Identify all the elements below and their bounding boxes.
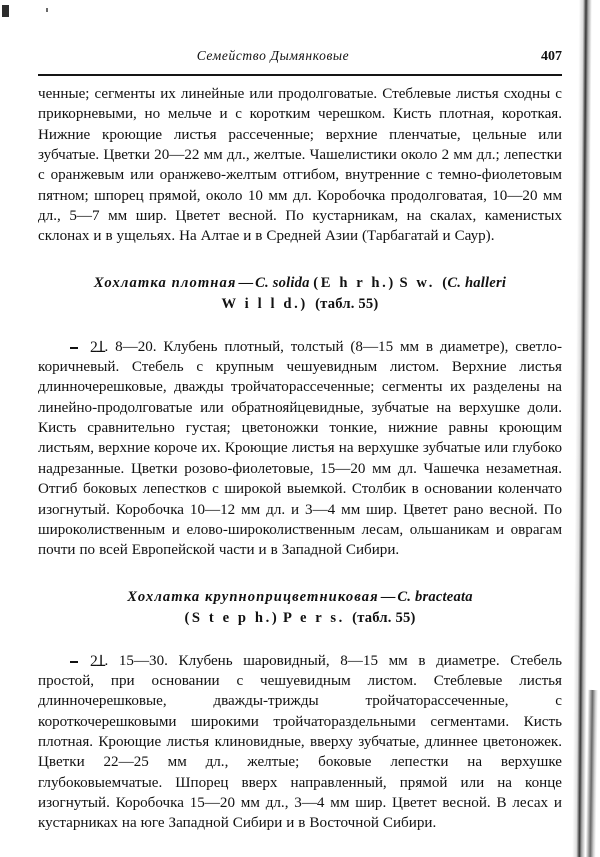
species-author-secondary: S w. [399,274,435,291]
running-head [38,48,562,70]
species-dash: — [380,588,396,605]
species-plate-reference: (табл. 55) [352,609,416,626]
description-text: Клубень шаровидный, 8—15 мм в диаметре. Стебель простой, при основании с чешуевидным листом. Стеблевые листья длинночерешковые, дважды-трижды тройчаторассеченные, с короткочерешковыми широкими тройчатораздельными сегментами. Кисть плотная. Кроющие листья клиновидные, вверху зубчатые, длиннее цветоножек. Цветки 22—25 мм дл., желтые; боковые лепестки на верхушке глубоковыемчатые. Шпорец вверх направленный, прямой или на конце изогнутый. Коробочка 15—20 мм дл., 3—4 мм шир. Цветет весной. В лесах и кустарниках на юге Западной Сибири и в Восточной Сибири. [38,652,562,832]
species-dash: — [238,274,254,291]
species-heading-solida [38,273,562,315]
scan-speck-artifact-small [46,8,48,12]
running-head-title: Семейство Дымянковые [196,48,350,63]
header-rule [38,74,562,76]
species-author-primary: (S t e p h.) [184,609,280,626]
spacer [38,247,562,273]
spacer [38,315,562,337]
species-description-bracteata [38,651,562,834]
paragraph-continuation: ченные; сегменты их линейные или продолговатые. Стеблевые листья сходны с прикорневыми, но мельче и с коротким черешком. Кисть плотная, короткая. Нижние кроющие листья рассеченные; верхние пленчатые, цельные или зубчатые. Цветки 20—22 мм дл., желтые. Чашелистики около 2 мм дл.; лепестки с оранжевым или оранжево-желтым отгибом, внутренние с темно-фиолетовым пятном; шпорец прямой, около 10 мм дл. Коробочка продолговатая, 10—20 мм дл., 5—7 мм шир. Цветет весной. По кустарникам, на скалах, каменистых склонах и в ущельях. На Алтае и в Средней Азии (Тарбагатай и Саур). [38,86,562,245]
species-plate-reference: (табл. 55) [315,295,379,312]
species-author-primary: (E h r h.) [313,274,396,291]
species-author-secondary: P e r s. [282,609,345,626]
species-synonym-latin: C. halleri [447,274,507,291]
species-synonym-author: W i l l d.) [221,295,308,312]
species-heading-bracteata [38,587,562,629]
species-latin-name: C. bracteata [397,588,473,605]
page-edge-shadow-artifact-lower [585,690,598,857]
perennial-symbol-icon: 2Ʇ [64,340,104,356]
description-height-range: . 15—30. [104,652,168,669]
species-russian-name: Хохлатка крупноприцветниковая [127,588,379,605]
species-latin-name: C. solida [255,274,310,291]
description-text: Клубень плотный, толстый (8—15 мм в диаметре), светло-коричневый. Стебель с крупным чешуевидным листом. Верхние листья длинночерешковые, дважды тройчаторассеченные; сегменты их разделены на линейно-продолговатые или обратнояйцевидные, зубчатые на верхушке доли. Кисть сравнительно густая; цветоножки тонкие, нижние равны кроющим листьям, верхние короче их. Кроющие листья на верхушке зубчатые или глубоко надрезанные. Цветки розово-фиолетовые, 15—20 мм дл. Чашечка незаметная. Отгиб боковых лепестков с широкой выемкой. Столбик в основании коленчато изогнутый. Коробочка 10—12 мм дл. и 3—4 мм шир. Цветет рано весной. По широколиственным и елово-широколиственным лесам, ольшаникам и оврагам почти по всей Европейской части и в Западной Сибири. [38,338,562,559]
text-column [38,84,562,834]
description-height-range: . 8—20. [104,338,157,355]
scan-speck-artifact [2,5,9,17]
species-description-solida [38,337,562,561]
page-number: 407 [541,49,562,64]
species-heading-line-2 [38,608,562,629]
synonym-paren-open: ( [442,274,448,291]
species-russian-name: Хохлатка плотная [93,274,237,291]
species-heading-line-2 [38,294,562,315]
perennial-symbol-icon: 2Ʇ [64,654,104,670]
spacer [38,629,562,651]
spacer [38,561,562,587]
